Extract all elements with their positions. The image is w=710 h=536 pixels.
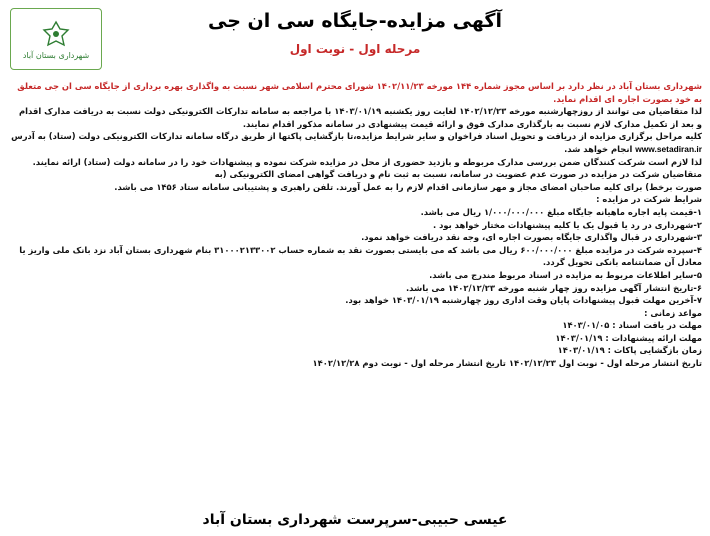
date-opening: زمان بازگشایی پاکات : ۱۴۰۳/۰۱/۱۹ [557, 345, 702, 356]
condition-4-line-1: ۴-سپرده شرکت در مزایده مبلغ ۶۰۰/۰۰۰/۰۰۰ ریال می باشد که می بایستی بصورت نقد به شماره حساب ۳۱۰۰۰۲۱۳۳۰۰۲ بنام شهرداری بستان آباد نزد بانک ملی واریز یا [19, 244, 702, 255]
paragraph-1-line-1: لذا متقاضیان می توانند از روزچهارشنبه مورخه ۱۴۰۲/۱۲/۲۳ لغایت روز یکشنبه ۱۴۰۳/۰۱/۱۹ با مراجعه به سامانه تدارکات الکترونیکی دولت نسبت به دریافت مدارک اقدام [18, 106, 702, 117]
notice-subtitle: مرحله اول - نوبت اول [289, 42, 421, 56]
notice-body [8, 80, 702, 370]
condition-7: ۷-آخرین مهلت قبول پیشنهادات پایان وقت اداری روز چهارشنبه ۱۴۰۳/۰۱/۱۹ خواهد بود. [345, 295, 702, 306]
intro-line-1: شهرداری بستان آباد در نظر دارد بر اساس مجوز شماره ۱۴۴ مورخه ۱۴۰۲/۱۱/۲۳ شورای محترم اسلامی شهر نسبت به واگذاری بهره برداری از جایگاه سی ان جی متعلق [17, 81, 702, 91]
date-documents: مهلت در یافت اسناد : ۱۴۰۳/۰۱/۰۵ [562, 320, 702, 331]
condition-3: ۳-شهرداری در قبال واگذاری جایگاه بصورت اجاره ای، وجه نقد دریافت خواهد نمود. [361, 232, 702, 243]
date-proposals: مهلت ارائه پیشنهادات : ۱۴۰۳/۰۱/۱۹ [555, 332, 702, 343]
condition-4-line-2: معادل آن ضمانتنامه بانکی تحویل گردد. [542, 257, 702, 268]
paragraph-2-suffix: انجام خواهد شد. [564, 143, 633, 154]
paragraph-2-line-2 [8, 143, 702, 156]
signature-line: عیسی حبیبی-سرپرست شهرداری بستان آباد [202, 512, 508, 528]
municipality-logo [10, 8, 102, 70]
condition-2: ۲-شهرداری در رد یا قبول یک یا کلیه پیشنهادات مختار خواهد بود . [432, 219, 702, 230]
setad-url-link[interactable]: www.setadiran.ir [635, 143, 702, 154]
conditions-heading: شرایط شرکت در مزایده : [596, 194, 702, 205]
paragraph-2-line-1: کلیه مراحل برگزاری مزایده از دریافت و تحویل اسناد فراخوان و سایر شرایط مزایده،تا بازگشایی پاکتها از طریق درگاه سامانه تدارکات الکترونیکی دولت (ستاد) به آدرس [11, 131, 702, 142]
notice-title: آگهی مزایده-جایگاه سی ان جی [207, 10, 502, 32]
date-publication: تاریخ انتشار مرحله اول - نوبت اول ۱۴۰۲/۱۲/۲۳ تاریخ انتشار مرحله اول - نوبت دوم ۱۴۰۲/۱۲/۲۸ [312, 358, 702, 369]
paragraph-1-line-2: و بعد از تکمیل مدارک لازم نسبت به بارگذاری مدارک فوق و ارائه قیمت پیشنهادی در سامانه مذکور اقدام نمایند. [242, 118, 702, 129]
logo-text: شهرداری بستان آباد [22, 50, 90, 60]
condition-6: ۶-تاریخ انتشار آگهی مزایده روز چهار شنبه مورخه ۱۴۰۲/۱۲/۲۳ می باشد. [405, 282, 702, 293]
paragraph-4: متقاضیان شرکت در مزایده در صورت عدم عضویت در سامانه، نسبت به ثبت نام و دریافت گواهی امضای الکترونیکی (به [214, 169, 702, 180]
condition-5: ۵-سایر اطلاعات مربوط به مزایده در اسناد مربوط مندرج می باشد. [429, 269, 702, 280]
intro-line-2: به خود بصورت اجاره ای اقدام نماید. [553, 93, 702, 104]
condition-1: ۱-قیمت پایه اجاره ماهیانه جایگاه مبلغ ۱/۰۰۰/۰۰۰/۰۰۰ ریال می باشد. [420, 206, 702, 217]
dates-heading: مواعد زمانی : [644, 307, 702, 318]
paragraph-3: لذا لازم است شرکت کنندگان ضمن بررسی مدارک مربوطه و بازدید حضوری از محل در مزایده شرکت نموده و پیشنهادات خود را در سامانه دولت (ستاد) ارائه نمایند. [32, 156, 702, 167]
paragraph-5: صورت برخط) برای کلیه صاحبان امضای مجاز و مهر سازمانی اقدام لازم را به عمل آورند. تلفن راهبری و پشتیبانی سامانه ستاد ۱۴۵۶ می باشد. [114, 181, 702, 192]
emblem-icon [38, 19, 74, 49]
